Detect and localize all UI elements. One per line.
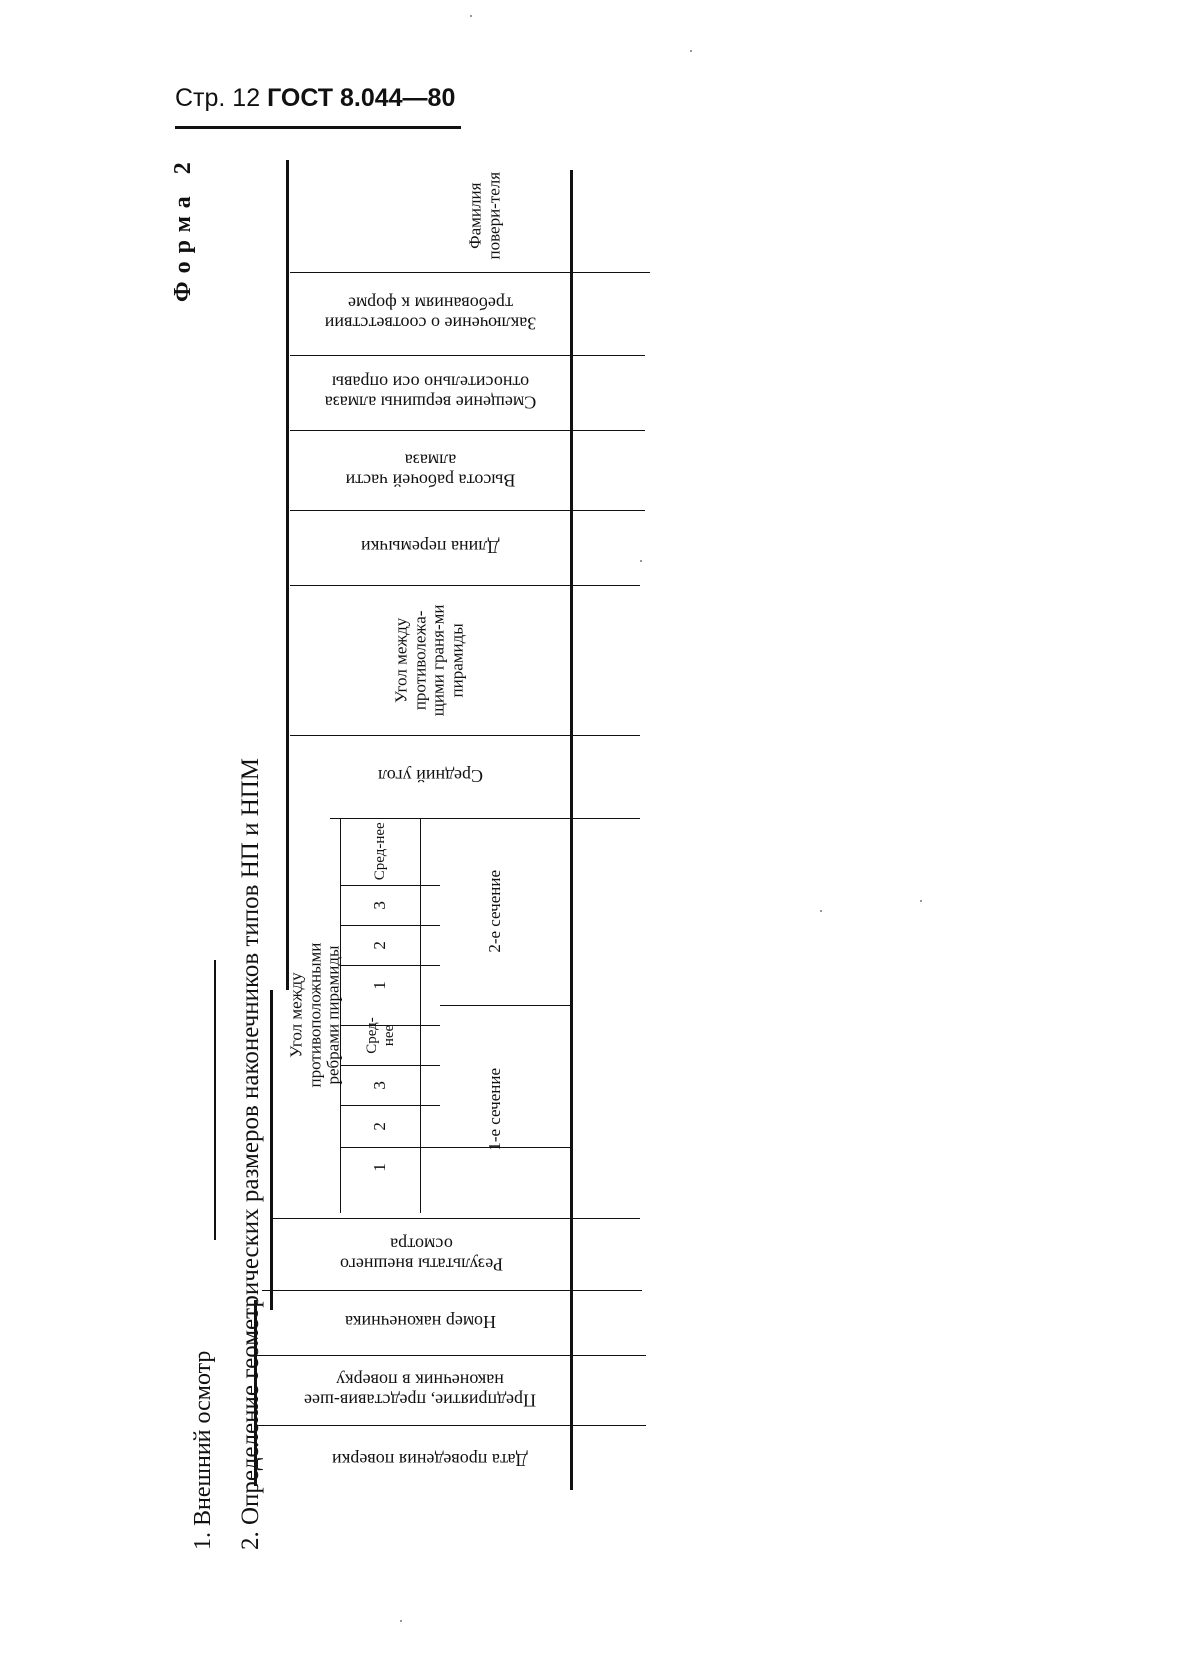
header-date: Дата проведения поверки (332, 1450, 528, 1471)
scan-speck (400, 1620, 402, 1622)
scan-speck (920, 900, 922, 902)
header-angle-faces: Угол между противолежа-щими граня-ми пирамиды (391, 604, 467, 716)
sub-2: 2 (369, 1121, 389, 1131)
header-angle-edges: Угол между противоположными ребрами пирамиды (285, 943, 343, 1088)
scan-speck (820, 910, 822, 912)
form-label: Форма 2 (170, 154, 196, 302)
table-left-border-upper (286, 160, 289, 990)
header-mean-angle: Средний угол (377, 766, 483, 787)
table-header-right-border (570, 170, 573, 1490)
header-verifier: Фамилия повери-теля (465, 172, 503, 260)
sub-mean-s2: Сред-нее (371, 822, 388, 881)
sub-1-s2: 1 (369, 980, 389, 990)
standard-code: ГОСТ 8.044—80 (267, 84, 456, 112)
page-header (175, 84, 455, 113)
section-1: 1-е сечение (484, 1067, 504, 1151)
item1-fill-line (214, 960, 216, 1240)
sub-3: 3 (369, 1080, 389, 1090)
header-bridge-length: Длина перемычки (360, 537, 500, 558)
header-conclusion: Заключение о соответствии требованиям к форме (324, 293, 536, 334)
scan-speck (470, 15, 472, 17)
sub-2-s2: 2 (369, 940, 389, 950)
header-rule (175, 126, 461, 129)
sub-1: 1 (369, 1162, 389, 1172)
scan-speck (640, 560, 642, 562)
sub-mean: Сред-нее (363, 1016, 396, 1054)
header-enterprise: Предприятие, представив-шее наконечник в поверку (304, 1370, 537, 1411)
item-geometry-heading: 2. Определение геометрических размеров наконечников типов НП и НПМ (237, 757, 264, 1550)
header-height: Высота рабочей части алмаза (345, 450, 515, 491)
section-2: 2-е сечение (484, 870, 504, 953)
table-left-border-lower (254, 1300, 257, 1486)
header-number: Номер наконечника (344, 1312, 496, 1333)
item-visual-inspection: 1. Внешний осмотр (190, 1350, 216, 1550)
header-offset: Смещение вершины алмаза относительно оси оправы (324, 372, 536, 413)
sub-3-s2: 3 (369, 900, 389, 910)
page-number: Стр. 12 (175, 84, 261, 112)
scan-speck (690, 50, 692, 52)
header-visual: Результаты внешнего осмотра (339, 1234, 503, 1275)
